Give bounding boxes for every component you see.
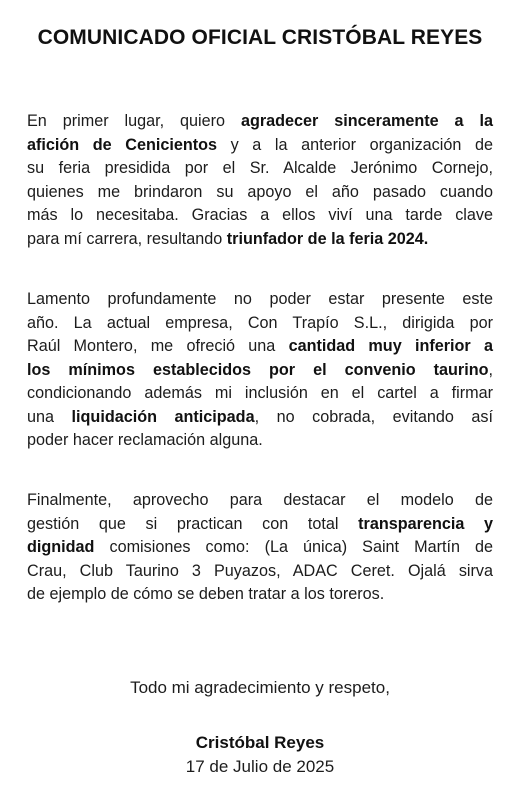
body-text: para mí carrera, resultando [27, 229, 227, 248]
document-title: COMUNICADO OFICIAL CRISTÓBAL REYES [37, 26, 483, 49]
emphasized-text: transparencia y [358, 514, 493, 533]
body-text: quienes me brindaron su apoyo el año pasado cuando [27, 182, 493, 201]
paragraph-line [27, 288, 493, 312]
emphasized-text: triunfador de la feria 2024. [226, 229, 429, 248]
paragraph-line [27, 359, 493, 383]
paragraph-line [27, 204, 493, 228]
body-text: y a la anterior organización de [217, 135, 493, 154]
body-text: , no cobrada, evitando así [254, 407, 493, 426]
body-text: su feria presidida por el Sr. Alcalde Jerónimo Cornejo, [27, 159, 493, 177]
emphasized-text: afición de Cenicientos [27, 135, 218, 154]
paragraph-line [27, 181, 493, 205]
emphasized-text: liquidación anticipada [71, 407, 255, 426]
paragraph-line [27, 335, 493, 359]
emphasized-text: los mínimos establecidos por el convenio taurino [27, 360, 489, 379]
closing-line: Todo mi agradecimiento y respeto, [130, 678, 390, 697]
body-text: más lo necesitaba. Gracias a ellos viví una tarde clave [27, 206, 493, 224]
paragraph-gratitude [27, 110, 493, 251]
paragraph-line [27, 560, 493, 584]
paragraph-line [27, 489, 493, 513]
paragraph-line [27, 312, 493, 336]
emphasized-text: agradecer sinceramente a la [240, 112, 493, 130]
paragraph-line [27, 382, 493, 406]
paragraph-line [27, 110, 493, 134]
paragraph-line [27, 157, 493, 181]
body-text: comisiones como: (La única) Saint Martín de [94, 538, 493, 556]
body-text: Finalmente, aprovecho para destacar el modelo de [27, 491, 493, 509]
paragraph-line [27, 536, 493, 560]
paragraph-regret [27, 288, 493, 453]
paragraph-closing-remarks [27, 489, 493, 607]
paragraph-line [27, 583, 493, 607]
paragraph-line [27, 228, 493, 252]
document-date: 17 de Julio de 2025 [185, 757, 335, 776]
paragraph-line [27, 513, 493, 537]
body-text: Lamento profundamente no poder estar presente este [27, 290, 493, 308]
body-text: , [488, 360, 493, 379]
paragraph-line [27, 406, 493, 430]
body-text: poder hacer reclamación alguna. [27, 431, 263, 449]
emphasized-text: dignidad [27, 538, 95, 556]
paragraph-line [27, 429, 493, 453]
signature-name: Cristóbal Reyes [195, 733, 325, 752]
paragraph-line [27, 134, 493, 158]
body-text: una [27, 407, 72, 426]
body-text: Crau, Club Taurino 3 Puyazos, ADAC Ceret. Ojalá sirva [27, 561, 493, 580]
body-text: gestión que si practican con total [27, 514, 359, 533]
body-text: año. La actual empresa, Con Trapío S.L., dirigida por [27, 313, 493, 332]
body-text: de ejemplo de cómo se deben tratar a los toreros. [27, 585, 385, 603]
body-text: condicionando además mi inclusión en el cartel a firmar [27, 384, 493, 402]
body-text: Raúl Montero, me ofreció una [27, 337, 289, 355]
body-text: En primer lugar, quiero [27, 112, 241, 130]
emphasized-text: cantidad muy inferior a [288, 337, 493, 355]
